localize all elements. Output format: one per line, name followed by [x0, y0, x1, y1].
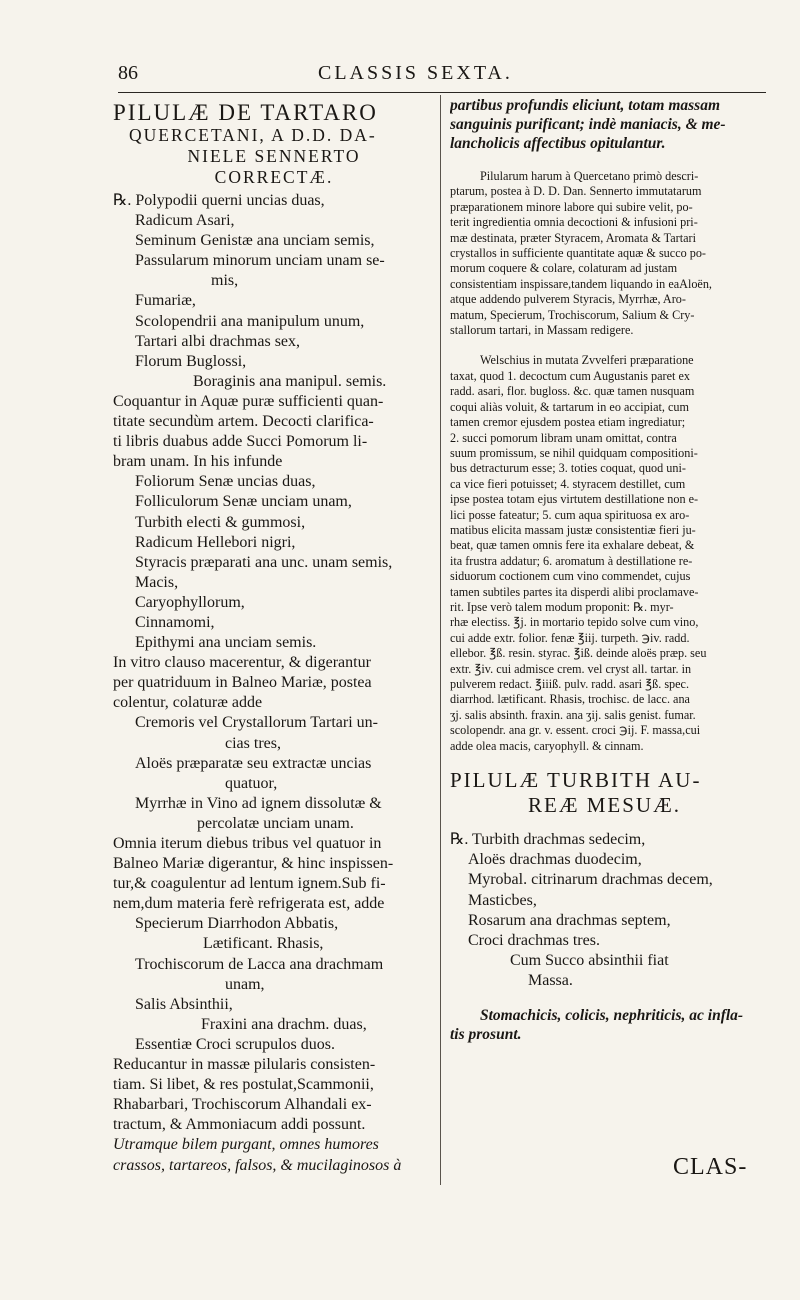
text-line: lici posse fateatur; 5. cum aqua spirituosa ex aro-	[450, 507, 690, 522]
text-line: Rosarum ana drachmas septem,	[468, 911, 671, 929]
text-line: Passularum minorum unciam unam se-	[135, 252, 385, 270]
text-line: Omnia iterum diebus tribus vel quatuor in	[113, 835, 382, 852]
text-line: tamen subtiles partes ita disperdi alibi proclamave-	[450, 584, 699, 599]
text-line: Scolopendrii ana manipulum unum,	[135, 312, 365, 330]
text-line: radd. asari, flor. bugloss. &c. quæ tamen nusquam	[450, 384, 695, 399]
text-line: ca vice fieri potuisset; 4. styracem destillet, cum	[450, 476, 686, 491]
text-line: titate secundùm artem. Decocti clarifica-	[113, 413, 374, 431]
text-line: tiam. Si libet, & res postulat,Scammonii,	[113, 1076, 374, 1094]
text-line: terit ingredientia omnia decoctioni & infusioni pri-	[450, 215, 698, 230]
text-line: Cum Succo absinthii fiat	[510, 952, 669, 970]
text-line: Cinnamomi,	[135, 613, 215, 631]
text-line: ipse postea totam ejus virtutem destillatione non e-	[450, 492, 699, 507]
text-line: unam,	[225, 975, 265, 993]
text-line: Croci drachmas tres.	[468, 932, 600, 950]
text-line: Coquantur in Aquæ puræ sufficienti quan-	[113, 392, 384, 410]
text-line: matibus elicita massam justæ consistentiæ fieri ju-	[450, 522, 696, 537]
section-subtitle-line: REÆ MESUÆ.	[528, 793, 682, 818]
text-line: stallorum tartari, in Massam redigere.	[450, 323, 634, 338]
text-line: nem,dum materia ferè refrigerata est, adde	[113, 895, 385, 913]
text-line: Pilularum harum à Quercetano primò descri-	[480, 169, 699, 183]
recipe-text	[113, 191, 435, 1135]
text-line: Fumariæ,	[135, 292, 196, 310]
italic-line: lancholicis affectibus opitulantur.	[450, 135, 666, 152]
italic-line: crassos, tartareos, falsos, & mucilaginosos à	[113, 1156, 402, 1174]
text-line: Welschius in mutata Zvvelferi præparatione	[480, 353, 694, 368]
text-line: ℞. Turbith drachmas sedecim,	[450, 831, 646, 849]
header-rule	[118, 92, 766, 93]
text-line: Fraxini ana drachm. duas,	[201, 1015, 367, 1033]
running-head	[118, 62, 758, 90]
text-line: ti libris duabus adde Succi Pomorum li-	[113, 433, 368, 451]
text-line: Radicum Hellebori nigri,	[135, 533, 296, 551]
left-column	[113, 96, 435, 1186]
text-line: Styracis præparati ana unc. unam semis,	[135, 553, 393, 571]
italic-line: tis prosunt.	[450, 1025, 522, 1043]
text-line: Foliorum Senæ uncias duas,	[135, 473, 316, 491]
text-line: tamen cremor ejusdem postea etiam ingrediatur;	[450, 415, 686, 430]
text-line: matum, Specierum, Trochiscorum, Salium & Cry-	[450, 307, 695, 322]
text-line: rit. Ipse verò talem modum proponit: ℞. myr-	[450, 599, 674, 614]
section-subtitle-line: QUERCETANI, A D.D. DA-	[129, 125, 377, 145]
text-line: Boraginis ana manipul. semis.	[193, 372, 387, 390]
text-line: mæ destinata, præter Styracem, Aromata & Tartari	[450, 230, 696, 245]
italic-line: partibus profundis eliciunt, totam massam	[450, 97, 721, 114]
text-line: Radicum Asari,	[135, 212, 235, 230]
text-line: ellebor. ℥ß. resin. styrac. ℥iß. deinde aloës præp. seu	[450, 646, 707, 661]
text-line: taxat, quod 1. decoctum cum Augustanis paret ex	[450, 368, 690, 383]
italic-line: Stomachicis, colicis, nephriticis, ac infla-	[480, 1006, 744, 1024]
catchword: CLAS-	[673, 1154, 748, 1180]
text-line: quatuor,	[225, 774, 278, 792]
column-divider	[440, 95, 441, 1185]
text-line: Seminum Genistæ ana unciam semis,	[135, 232, 375, 250]
text-line: Turbith electi & gummosi,	[135, 513, 306, 531]
text-line: bus detracturum esse; 3. toties coquat, quod uni-	[450, 461, 686, 476]
text-line: In vitro clauso macerentur, & digerantur	[113, 654, 371, 672]
text-line: coqui aliàs voluit, & tartarum in eo accipiat, cum	[450, 399, 689, 414]
text-line: ʒj. salis absinth. fraxin. ana ʒij. salis genist. fumar.	[450, 707, 696, 722]
text-line: Epithymi ana unciam semis.	[135, 634, 317, 652]
text-line: 2. succi pomorum libram unam omittat, contra	[450, 430, 677, 445]
text-line: Aloës drachmas duodecim,	[468, 851, 642, 869]
section-title: PILULÆ TURBITH AU-	[450, 768, 702, 793]
text-line: Specierum Diarrhodon Abbatis,	[135, 915, 339, 933]
text-line: scolopendr. ana gr. v. essent. croci ℈ij. F. massa,cui	[450, 723, 701, 738]
text-line: rhæ electiss. ℥j. in mortario tepido solve cum vino,	[450, 615, 699, 630]
text-line: tur,& coagulentur ad lentum ignem.Sub fi-	[113, 875, 386, 893]
text-line: diarrhod. lætificant. Rhasis, trochisc. de lacc. ana	[450, 692, 690, 707]
text-line: beat, quæ tamen omnis fere ita exhalare debeat, &	[450, 538, 695, 553]
text-line: Tartari albi drachmas sex,	[135, 332, 301, 350]
text-line: bram unam. In his infunde	[113, 453, 283, 471]
section-title: PILULÆ DE TARTARO	[113, 100, 378, 125]
text-line: Macis,	[135, 573, 179, 591]
text-line: morum coquere & colare, colaturam ad justam	[450, 261, 678, 276]
text-line: Salis Absinthii,	[135, 995, 233, 1013]
italic-line: Utramque bilem purgant, omnes humores	[113, 1136, 379, 1154]
text-line: atque addendo pulverem Styracis, Myrrhæ, Aro-	[450, 292, 686, 307]
text-line: mis,	[211, 272, 239, 290]
commentary-paragraph	[450, 353, 768, 754]
text-line: Myrrhæ in Vino ad ignem dissolutæ &	[135, 794, 382, 812]
text-line: Lætificant. Rhasis,	[203, 935, 324, 953]
text-line: ita frustra addatur; 6. aromatum à destillatione re-	[450, 553, 693, 568]
text-line: crystallos in sufficiente quantitate aquæ & succo po-	[450, 246, 706, 261]
section-subtitle-line: CORRECTÆ.	[214, 167, 334, 187]
text-line: adde olea macis, caryophyll. & cinnam.	[450, 738, 644, 753]
running-title: CLASSIS SEXTA.	[318, 62, 513, 84]
commentary-paragraph	[450, 169, 768, 338]
text-line: suum promissum, se nihil quidquam compositioni-	[450, 445, 698, 460]
text-line: ℞. Polypodii querni uncias duas,	[113, 192, 325, 209]
text-line: extr. ℥iv. cui admisce crem. vel cryst all. tartar. in	[450, 661, 692, 676]
text-line: per quatriduum in Balneo Mariæ, postea	[113, 674, 372, 692]
text-line: Essentiæ Croci scrupulos duos.	[135, 1035, 335, 1053]
text-line: Myrobal. citrinarum drachmas decem,	[468, 871, 713, 889]
right-column	[450, 96, 768, 1196]
text-line: Trochiscorum de Lacca ana drachmam	[135, 955, 384, 973]
text-line: Massa.	[528, 972, 573, 990]
text-line: Reducantur in massæ pilularis consisten-	[113, 1056, 376, 1074]
italic-line: sanguinis purificant; indè maniacis, & me-	[450, 116, 726, 133]
text-line: pulverem redact. ℥iiiß. pulv. radd. asari ℥ß. spec.	[450, 677, 690, 691]
text-line: cias tres,	[225, 734, 281, 752]
text-line: Caryophyllorum,	[135, 593, 245, 611]
text-line: Rhabarbari, Trochiscorum Alhandali ex-	[113, 1096, 372, 1114]
text-line: Florum Buglossi,	[135, 352, 247, 370]
page-number: 86	[118, 62, 138, 84]
text-line: colentur, colaturæ adde	[113, 694, 263, 712]
text-line: cui adde extr. folior. fenæ ℥iij. turpeth. ℈iv. radd.	[450, 630, 690, 645]
section-subtitle-line: NIELE SENNERTO	[187, 146, 361, 166]
text-line: tractum, & Ammoniacum addi possunt.	[113, 1116, 366, 1134]
text-line: siduorum coctionem cum vino commendet, cujus	[450, 569, 691, 584]
text-line: percolatæ unciam unam.	[197, 814, 354, 832]
recipe-text	[450, 830, 768, 992]
text-line: Folliculorum Senæ unciam unam,	[135, 493, 352, 511]
text-line: præparationem minore labore qui subire velit, po-	[450, 199, 693, 214]
text-line: ptarum, postea à D. D. Dan. Sennerto immutatarum	[450, 184, 702, 199]
text-line: Masticbes,	[468, 891, 537, 909]
text-line: Cremoris vel Crystallorum Tartari un-	[135, 714, 378, 732]
text-line: Balneo Mariæ digerantur, & hinc inspissen-	[113, 855, 394, 873]
text-line: Aloës præparatæ seu extractæ uncias	[135, 754, 372, 772]
text-line: consistentiam inspissare,tandem liquando in eaAloën,	[450, 276, 712, 291]
